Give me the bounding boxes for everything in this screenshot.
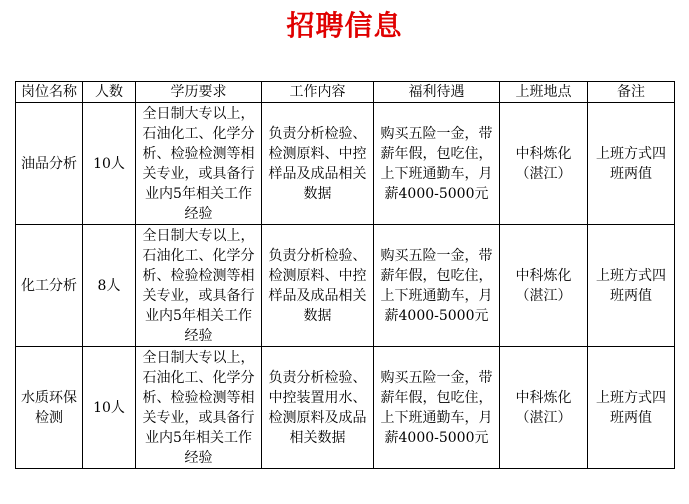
- table-row: [16, 225, 675, 347]
- header-note: 备注: [588, 82, 675, 103]
- cell-education: 全日制大专以上，石油化工、化学分析、检验检测等相关专业，或具备行业内5年相关工作经验: [136, 347, 262, 469]
- header-position: 岗位名称: [16, 82, 83, 103]
- cell-note: 上班方式四班两值: [588, 347, 675, 469]
- cell-education: 全日制大专以上，石油化工、化学分析、检验检测等相关专业，或具备行业内5年相关工作经验: [136, 103, 262, 225]
- cell-position: 化工分析: [16, 225, 83, 347]
- cell-note: 上班方式四班两值: [588, 103, 675, 225]
- cell-location: 中科炼化（湛江）: [500, 347, 588, 469]
- header-location: 上班地点: [500, 82, 588, 103]
- cell-position: 油品分析: [16, 103, 83, 225]
- table-header-row: [16, 82, 675, 103]
- cell-duties: 负责分析检验、检测原料、中控样品及成品相关数据: [262, 225, 374, 347]
- table-row: [16, 103, 675, 225]
- cell-education: 全日制大专以上，石油化工、化学分析、检验检测等相关专业，或具备行业内5年相关工作经验: [136, 225, 262, 347]
- cell-location: 中科炼化（湛江）: [500, 225, 588, 347]
- cell-duties: 负责分析检验、中控装置用水、检测原料及成品相关数据: [262, 347, 374, 469]
- cell-position: 水质环保检测: [16, 347, 83, 469]
- recruitment-table: [15, 81, 675, 469]
- cell-count: 10人: [83, 347, 136, 469]
- table-row: [16, 347, 675, 469]
- cell-count: 8人: [83, 225, 136, 347]
- page-title: 招聘信息: [286, 9, 403, 42]
- cell-count: 10人: [83, 103, 136, 225]
- cell-benefits: 购买五险一金，带薪年假，包吃住，上下班通勤车，月薪4000-5000元: [374, 103, 500, 225]
- cell-location: 中科炼化（湛江）: [500, 103, 588, 225]
- cell-benefits: 购买五险一金，带薪年假，包吃住，上下班通勤车，月薪4000-5000元: [374, 347, 500, 469]
- header-education: 学历要求: [136, 82, 262, 103]
- cell-duties: 负责分析检验、检测原料、中控样品及成品相关数据: [262, 103, 374, 225]
- cell-note: 上班方式四班两值: [588, 225, 675, 347]
- cell-benefits: 购买五险一金，带薪年假，包吃住，上下班通勤车，月薪4000-5000元: [374, 225, 500, 347]
- header-duties: 工作内容: [262, 82, 374, 103]
- header-benefits: 福利待遇: [374, 82, 500, 103]
- header-count: 人数: [83, 82, 136, 103]
